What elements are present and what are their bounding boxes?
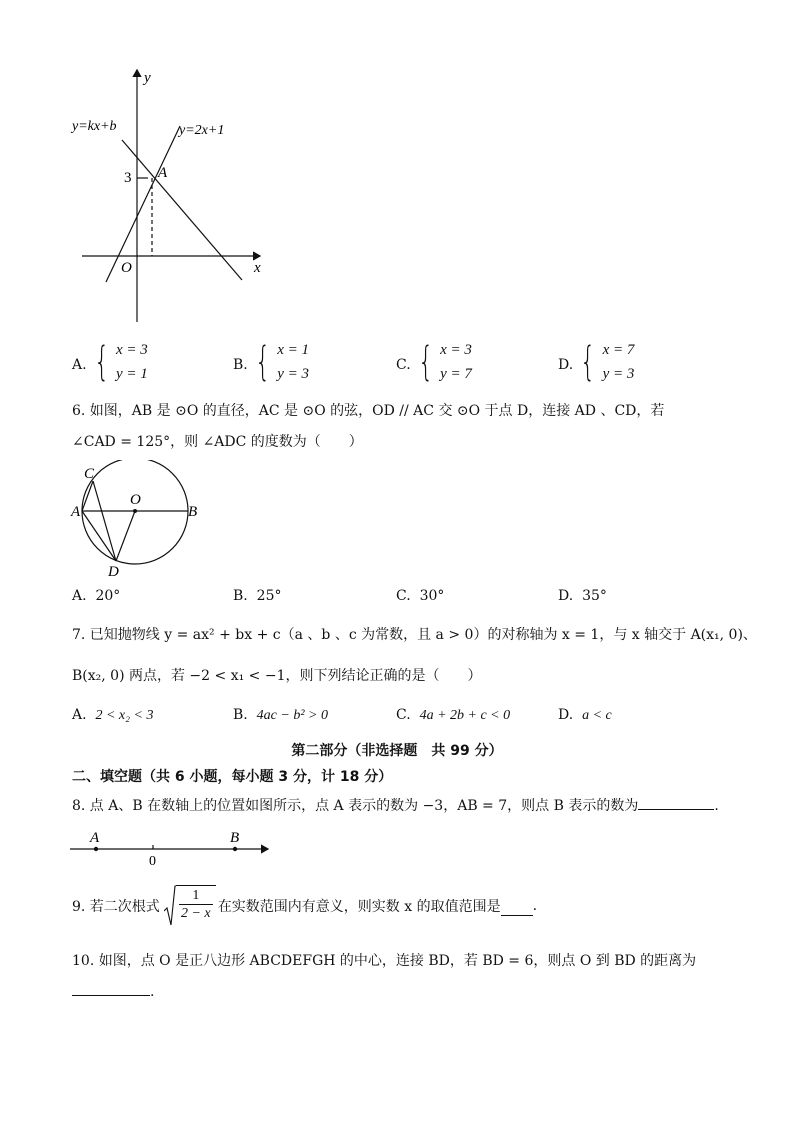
q8-end: . bbox=[714, 798, 719, 814]
q5-option-c bbox=[396, 338, 472, 386]
label-c: C bbox=[84, 466, 95, 482]
label-a: A bbox=[71, 504, 81, 520]
q5-option-d bbox=[558, 338, 634, 386]
option-letter: C. bbox=[396, 588, 411, 604]
q9-before: 9. 若二次根式 bbox=[72, 899, 160, 915]
y-axis-label: y bbox=[144, 70, 151, 86]
q5-option-a bbox=[72, 338, 148, 386]
q7-option-d bbox=[558, 707, 612, 724]
q7-text-line2: B(x₂, 0) 两点，若 −2 < x₁ < −1，则下列结论正确的是（ ） bbox=[72, 668, 482, 684]
tick-3-label: 3 bbox=[124, 170, 132, 186]
option-letter: C. bbox=[396, 707, 411, 723]
brace-icon: { bbox=[580, 339, 596, 385]
segment-ad bbox=[82, 511, 116, 561]
q9-text bbox=[72, 885, 537, 927]
option-letter: A. bbox=[72, 707, 87, 723]
q9-after: 在实数范围内有意义，则实数 x 的取值范围是 bbox=[217, 899, 501, 915]
q5-option-b bbox=[233, 338, 309, 386]
label-b: B bbox=[230, 830, 240, 846]
eq1: x = 7 bbox=[602, 342, 635, 358]
option-letter: B. bbox=[233, 707, 248, 723]
option-text: 25° bbox=[256, 588, 282, 604]
line-y-2x-plus-1 bbox=[106, 126, 180, 282]
q8-text bbox=[72, 795, 719, 815]
q10-end: . bbox=[150, 984, 155, 1000]
q7-text-line1: 7. 已知抛物线 y = ax² + bx + c（a 、b 、c 为常数，且 a > 0）的对称轴为 x = 1，与 x 轴交于 A(x₁, 0)、 bbox=[72, 627, 757, 643]
option-letter: A. bbox=[72, 588, 87, 604]
option-letter: B. bbox=[233, 588, 248, 604]
x-axis-label: x bbox=[254, 260, 261, 276]
q9-answer-blank[interactable] bbox=[501, 901, 533, 916]
point-a-label: A bbox=[158, 165, 168, 181]
radical-expression bbox=[164, 885, 216, 927]
brace-icon: { bbox=[254, 339, 271, 385]
option-letter: D. bbox=[558, 357, 574, 373]
center-o-dot bbox=[133, 509, 137, 513]
eq1: x = 3 bbox=[440, 342, 472, 358]
option-letter: C. bbox=[396, 357, 411, 373]
point-b-dot bbox=[233, 847, 237, 851]
label-a: A bbox=[90, 830, 100, 846]
option-letter: A. bbox=[72, 357, 87, 373]
point-a-dot bbox=[94, 847, 98, 851]
radical-sign-icon bbox=[164, 885, 176, 927]
circle-diagram bbox=[66, 460, 216, 580]
eq2: y = 7 bbox=[440, 366, 472, 382]
q6-option-b bbox=[233, 588, 281, 604]
q8-answer-blank[interactable] bbox=[638, 795, 714, 810]
linear-functions-graph bbox=[60, 60, 280, 330]
line2-label: y=2x+1 bbox=[179, 123, 225, 138]
option-text: 4ac − b² > 0 bbox=[256, 708, 328, 723]
eq2: y = 3 bbox=[277, 366, 309, 382]
option-text: 35° bbox=[582, 588, 607, 604]
brace-icon: { bbox=[93, 339, 109, 385]
q6-option-c bbox=[396, 588, 444, 604]
q7-option-c bbox=[396, 707, 510, 724]
option-letter: D. bbox=[558, 707, 574, 723]
eq2: y = 3 bbox=[602, 366, 635, 382]
q6-text-line2: ∠CAD = 125°，则 ∠ADC 的度数为（ ） bbox=[72, 434, 363, 450]
q10-answer-line bbox=[72, 981, 154, 1000]
label-o: O bbox=[130, 492, 141, 508]
label-zero: 0 bbox=[149, 854, 156, 868]
line1-label: y=kx+b bbox=[72, 119, 117, 134]
q9-end: . bbox=[532, 898, 538, 914]
q7-option-a bbox=[72, 707, 153, 724]
option-letter: D. bbox=[558, 588, 574, 604]
q6-option-d bbox=[558, 588, 607, 604]
eq1: x = 3 bbox=[116, 342, 148, 358]
option-text: 4a + 2b + c < 0 bbox=[419, 708, 511, 723]
origin-label: O bbox=[121, 260, 132, 276]
part2-title: 第二部分（非选择题 共 99 分） bbox=[291, 743, 503, 759]
fraction-denominator: 2 − x bbox=[180, 906, 211, 921]
q7-option-b bbox=[233, 707, 328, 724]
fraction-numerator: 1 bbox=[192, 888, 200, 903]
option-letter: B. bbox=[233, 357, 248, 373]
option-text: 30° bbox=[419, 588, 445, 604]
segment-cd bbox=[93, 481, 116, 561]
q10-answer-blank[interactable] bbox=[72, 981, 150, 996]
eq2: y = 1 bbox=[116, 366, 148, 382]
option-text: 20° bbox=[95, 588, 121, 604]
label-b: B bbox=[188, 504, 198, 520]
option-text: a < c bbox=[582, 708, 612, 723]
section2-title: 二、填空题（共 6 小题，每小题 3 分，计 18 分） bbox=[72, 769, 393, 785]
label-d: D bbox=[108, 564, 119, 580]
q10-text: 10. 如图，点 O 是正八边形 ABCDEFGH 的中心，连接 BD，若 BD = 6，则点 O 到 BD 的距离为 bbox=[72, 953, 697, 969]
brace-icon: { bbox=[417, 339, 434, 385]
q6-option-a bbox=[72, 588, 120, 604]
eq1: x = 1 bbox=[277, 342, 309, 358]
option-text: 2 < x₂ < 3 bbox=[95, 708, 154, 723]
q8-question: 8. 点 A、B 在数轴上的位置如图所示，点 A 表示的数为 −3，AB = 7，则点 B 表示的数为 bbox=[72, 798, 639, 814]
q6-text-line1: 6. 如图，AB 是 ⊙O 的直径，AC 是 ⊙O 的弦，OD // AC 交 ⊙O 于点 D，连接 AD 、CD，若 bbox=[72, 403, 665, 419]
segment-od bbox=[116, 511, 135, 561]
number-line bbox=[66, 826, 276, 868]
